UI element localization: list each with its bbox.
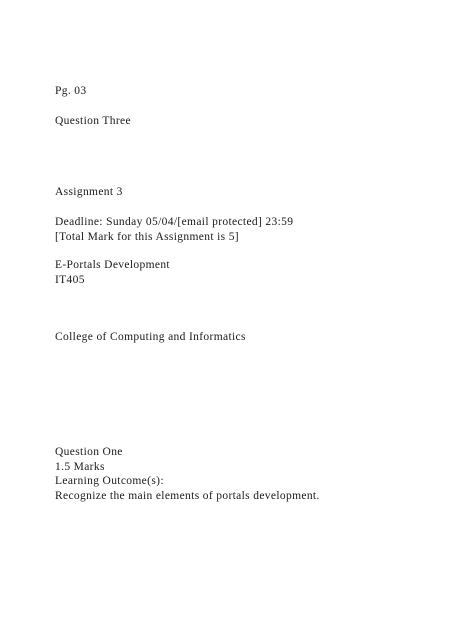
learning-outcome-label: Learning Outcome(s): <box>55 475 164 487</box>
total-mark-text: [Total Mark for this Assignment is 5] <box>55 231 239 243</box>
college-name: College of Computing and Informatics <box>55 331 246 343</box>
question-three-heading: Question Three <box>55 115 131 127</box>
course-name: E-Portals Development <box>55 259 170 271</box>
course-code: IT405 <box>55 274 85 286</box>
assignment-title: Assignment 3 <box>55 186 123 198</box>
deadline-text: Deadline: Sunday 05/04/[email protected] 23:59 <box>55 216 294 228</box>
page-number: Pg. 03 <box>55 85 87 97</box>
question-one-heading: Question One <box>55 446 123 458</box>
learning-outcome-text: Recognize the main elements of portals development. <box>55 490 320 502</box>
question-one-marks: 1.5 Marks <box>55 461 105 473</box>
